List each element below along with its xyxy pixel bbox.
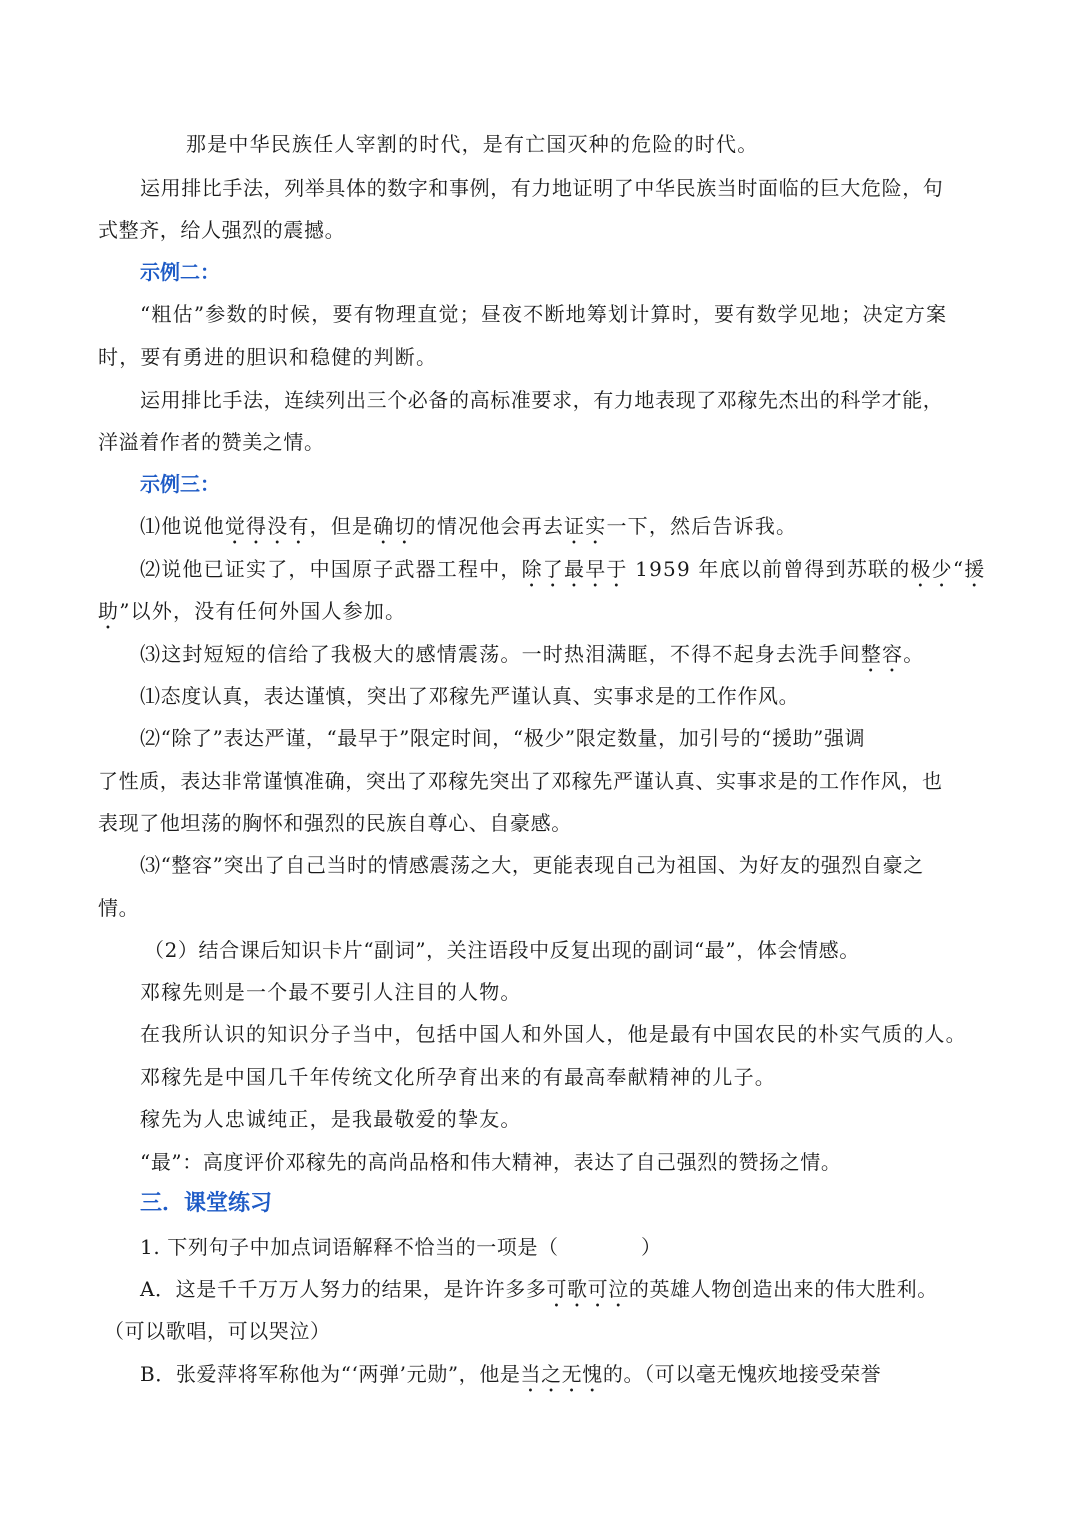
emphasized-word: 确切 <box>373 514 416 538</box>
quote-line: 那是中华民族任人宰割的时代，是有亡国灭种的危险的时代。 <box>186 132 759 156</box>
text-run: 的情况他会再去 <box>415 514 565 538</box>
text-run: B．张爱萍将军称他为“‘两弹’元勋”，他是 <box>140 1362 521 1386</box>
analysis-line: 运用排比手法，列举具体的数字和事例，有力地证明了中华民族当时面临的巨大危险，句 <box>140 176 944 200</box>
text-run: ⑴他说他 <box>140 514 225 538</box>
quote-line: 稼先为人忠诚纯正，是我最敬爱的挚友。 <box>140 1107 522 1131</box>
emphasized-word: 助 <box>98 599 120 623</box>
text-run: 的英雄人物创造出来的伟大胜利。 <box>628 1277 938 1301</box>
emphasized-word: 可歌可泣 <box>546 1277 629 1301</box>
example-heading: 示例二： <box>140 260 220 284</box>
emphasized-word: 觉得没有 <box>224 514 310 538</box>
quote-line <box>140 512 797 549</box>
analysis-line: ⑶“整容”突出了自己当时的情感震荡之大，更能表现自己为祖国、为好友的强烈自豪之 <box>140 853 924 877</box>
analysis-line: ⑵“除了”表达严谨，“最早于”限定时间，“极少”限定数量，加引号的“援助”强调 <box>140 726 866 750</box>
analysis-line: 情。 <box>98 896 140 920</box>
subsection-line: （2）结合课后知识卡片“副词”，关注语段中反复出现的副词“最”，体会情感。 <box>144 938 860 962</box>
quote-line: 邓稼先是中国几千年传统文化所孕育出来的有最高奉献精神的儿子。 <box>140 1065 776 1089</box>
text-run: 一下，然后告诉我。 <box>606 514 798 538</box>
analysis-line: 了性质，表达非常谨慎准确，突出了邓稼先突出了邓稼先严谨认真、实事求是的工作作风，也 <box>98 769 943 793</box>
example-heading: 示例三： <box>140 472 220 496</box>
question-line: 1. 下列句子中加点词语解释不恰当的一项是（ ） <box>140 1235 662 1259</box>
analysis-line: ⑴态度认真，表达谨慎，突出了邓稼先严谨认真、实事求是的工作作风。 <box>140 684 800 708</box>
quote-line: “粗估”参数的时候，要有物理直觉；昼夜不断地筹划计算时，要有数学见地；决定方案 <box>140 302 948 326</box>
quote-line: 邓稼先则是一个最不要引人注目的人物。 <box>140 980 522 1004</box>
analysis-line: “最”：高度评价邓稼先的高尚品格和伟大精神，表达了自己强烈的赞扬之情。 <box>140 1150 842 1174</box>
quote-line: 时，要有勇进的胆识和稳健的判断。 <box>98 345 438 369</box>
analysis-line: 洋溢着作者的赞美之情。 <box>98 430 325 454</box>
text-run: ，但是 <box>309 514 374 538</box>
text-run: A．这是千千万万人努力的结果，是许许多多 <box>140 1277 547 1301</box>
quote-line <box>140 555 985 592</box>
text-run: 1959 年底以前曾得到苏联的 <box>627 557 911 581</box>
text-run: ⑶这封短短的信给了我极大的感情震荡。一时热泪满眶，不得不起身去洗手间 <box>140 642 861 666</box>
emphasized-word: 证实 <box>564 514 607 538</box>
analysis-line: 运用排比手法，连续列出三个必备的高标准要求，有力地表现了邓稼先杰出的科学才能， <box>140 388 944 412</box>
option-line <box>140 1360 881 1397</box>
quote-line: 在我所认识的知识分子当中，包括中国人和外国人，他是最有中国农民的朴实气质的人。 <box>140 1022 967 1046</box>
emphasized-word: 除了最早于 <box>521 557 628 581</box>
emphasized-word: 当之无愧 <box>520 1362 603 1386</box>
quote-line <box>98 597 406 634</box>
text-run: 。 <box>903 642 925 666</box>
section-heading: 三．课堂练习 <box>140 1191 273 1216</box>
emphasized-word: 极少 <box>910 557 953 581</box>
text-run: ”以外，没有任何外国人参加。 <box>119 599 407 623</box>
emphasized-word: 整容 <box>860 642 904 666</box>
text-run: 的。（可以毫无愧疚地接受荣誉 <box>602 1362 882 1386</box>
text-run: ⑵说他已证实了，中国原子武器工程中， <box>140 557 522 581</box>
option-line: （可以歌唱，可以哭泣） <box>104 1319 331 1343</box>
emphasized-word: “援 <box>952 557 986 581</box>
analysis-line: 式整齐，给人强烈的震撼。 <box>98 218 346 242</box>
analysis-line: 表现了他坦荡的胸怀和强烈的民族自尊心、自豪感。 <box>98 811 572 835</box>
option-line <box>140 1275 938 1312</box>
quote-line <box>140 640 924 677</box>
